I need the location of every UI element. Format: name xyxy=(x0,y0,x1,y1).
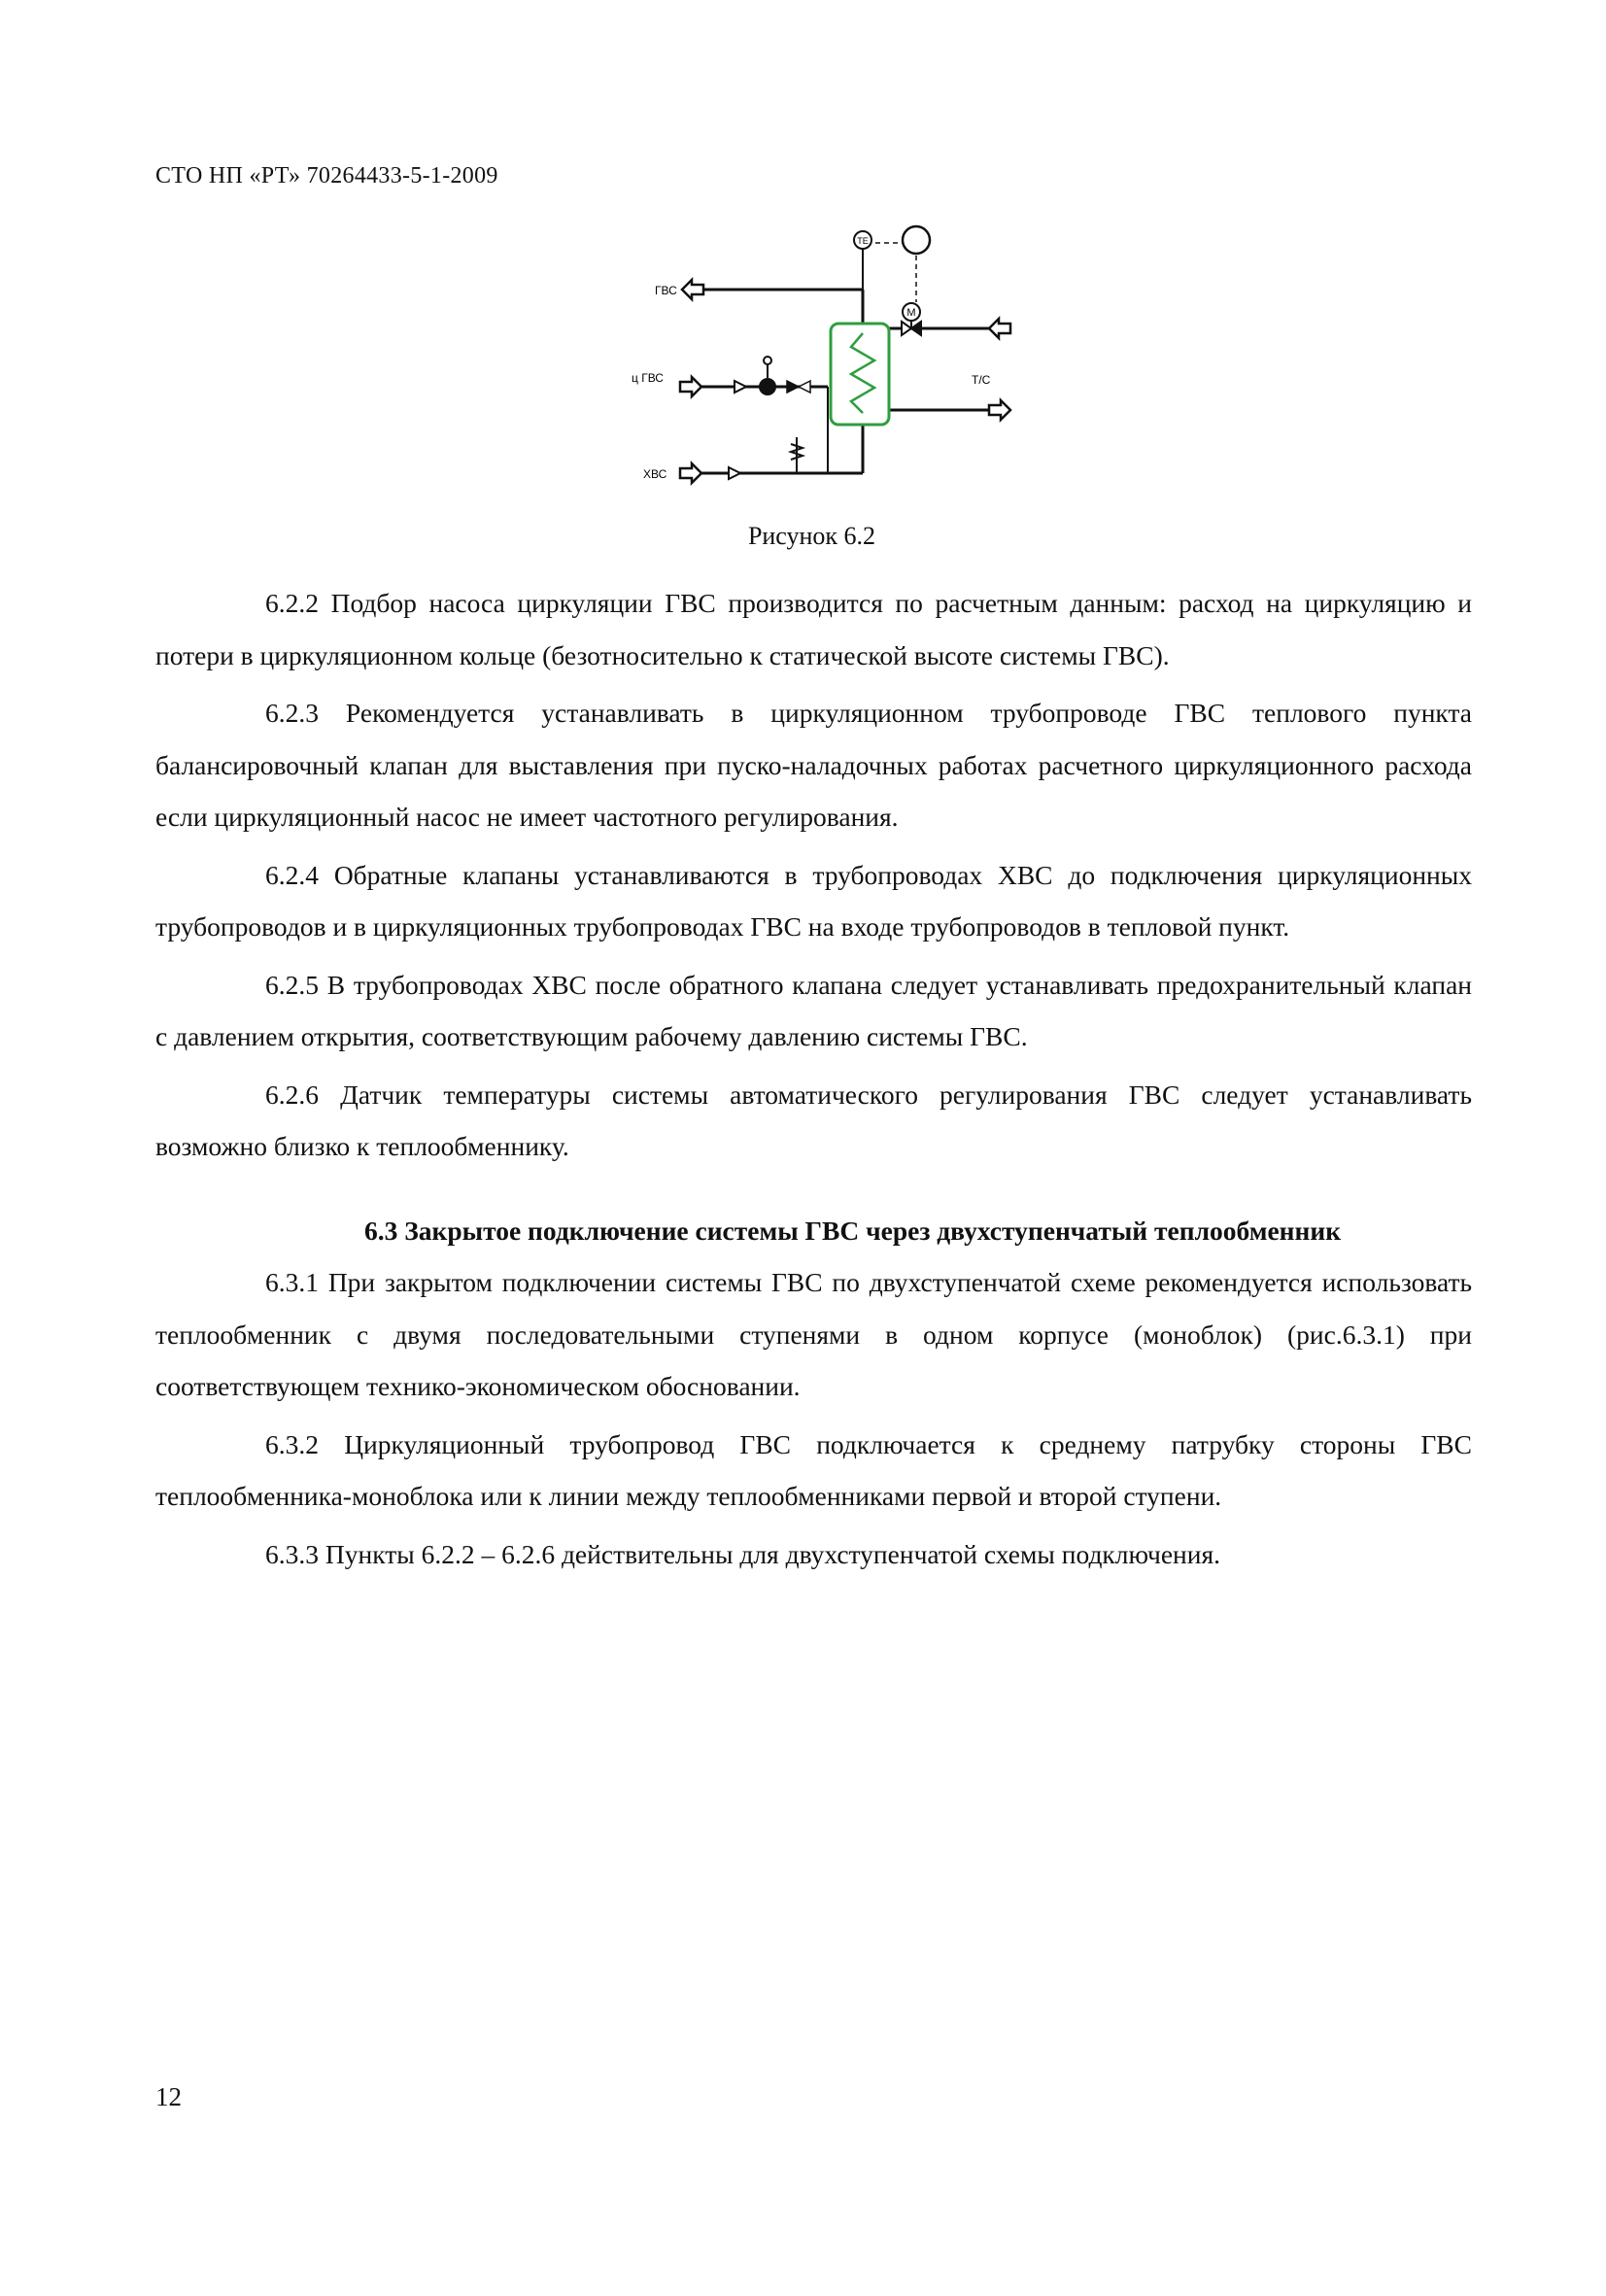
check-valve-circ xyxy=(735,381,746,393)
document-body xyxy=(155,577,1472,1586)
figure-caption: Рисунок 6.2 xyxy=(747,522,876,550)
check-valve-hvs xyxy=(729,467,740,479)
paragraph-6-2-4: 6.2.4 Обратные клапаны устанавливаются в трубопроводах ХВС до подключения циркуляционных трубопроводов и в циркуляционных трубопроводах ГВС на входе трубопроводов в тепловой пункт. xyxy=(155,859,1472,942)
page-number: 12 xyxy=(155,2082,182,2111)
paragraph-6-2-2: 6.2.2 Подбор насоса циркуляции ГВС производится по расчетным данным: расход на циркуляцию и потери в циркуляционном кольце (безотносительно к статической высоте системы ГВС). xyxy=(155,588,1472,670)
scheme-diagram xyxy=(602,219,1030,500)
hvs-in-arrow xyxy=(680,463,701,483)
paragraph-6-3-3: 6.3.3 Пункты 6.2.2 – 6.2.6 действительны для двухступенчатой схемы подключения. xyxy=(265,1538,1221,1569)
circ-in-arrow xyxy=(680,377,701,396)
control-valve-right xyxy=(911,322,921,335)
section-heading-6-3: 6.3 Закрытое подключение системы ГВС через двухступенчатый теплообменник xyxy=(363,1215,1342,1246)
heat-exchanger-coil xyxy=(851,333,874,413)
paragraph-6-3-1: 6.3.1 При закрытом подключении системы ГВС по двухступенчатой схеме рекомендуется использовать теплообменник с двумя последовательными ступенями в одном корпусе (моноблок) (рис.6.3.1) при соответствующем технико-экономическом обосновании. xyxy=(155,1267,1472,1401)
tc-out-arrow xyxy=(989,400,1010,420)
balancing-valve-a xyxy=(787,381,799,393)
te-label: TE xyxy=(857,236,869,246)
tc-in-arrow xyxy=(989,319,1010,338)
motor-label: M xyxy=(906,307,916,319)
paragraph-6-2-5: 6.2.5 В трубопроводах ХВС после обратного клапана следует устанавливать предохранительный клапан с давлением открытия, соответствующим рабочему давлению системы ГВС. xyxy=(155,969,1472,1051)
document-code-header: СТО НП «РТ» 70264433-5-1-2009 xyxy=(155,163,498,188)
paragraph-6-2-6: 6.2.6 Датчик температуры системы автоматического регулирования ГВС следует устанавливать возможно близко к теплообменнику. xyxy=(155,1079,1472,1161)
balancing-valve-b xyxy=(799,381,810,393)
paragraph-6-2-3: 6.2.3 Рекомендуется устанавливать в циркуляционном трубопроводе ГВС теплового пункта балансировочный клапан для выставления при пуско-наладочных работах расчетного циркуляционного расхода если циркуляционный насос не имеет частотного регулирования. xyxy=(155,698,1472,832)
paragraph-6-3-2: 6.3.2 Циркуляционный трубопровод ГВС подключается к среднему патрубку стороны ГВС теплообменника-моноблока или к линии между теплообменниками первой и второй ступени. xyxy=(155,1428,1472,1511)
hvs-label: ХВС xyxy=(643,467,667,481)
tc-label: Т/С xyxy=(972,373,991,387)
circulation-pump xyxy=(759,378,776,395)
hot-water-scheme-figure xyxy=(602,219,1030,500)
gvs-out-arrow xyxy=(682,280,703,299)
controller-circle xyxy=(903,226,930,254)
gvs-label: ГВС xyxy=(655,284,677,297)
c-gvs-label: ц ГВС xyxy=(632,371,664,385)
